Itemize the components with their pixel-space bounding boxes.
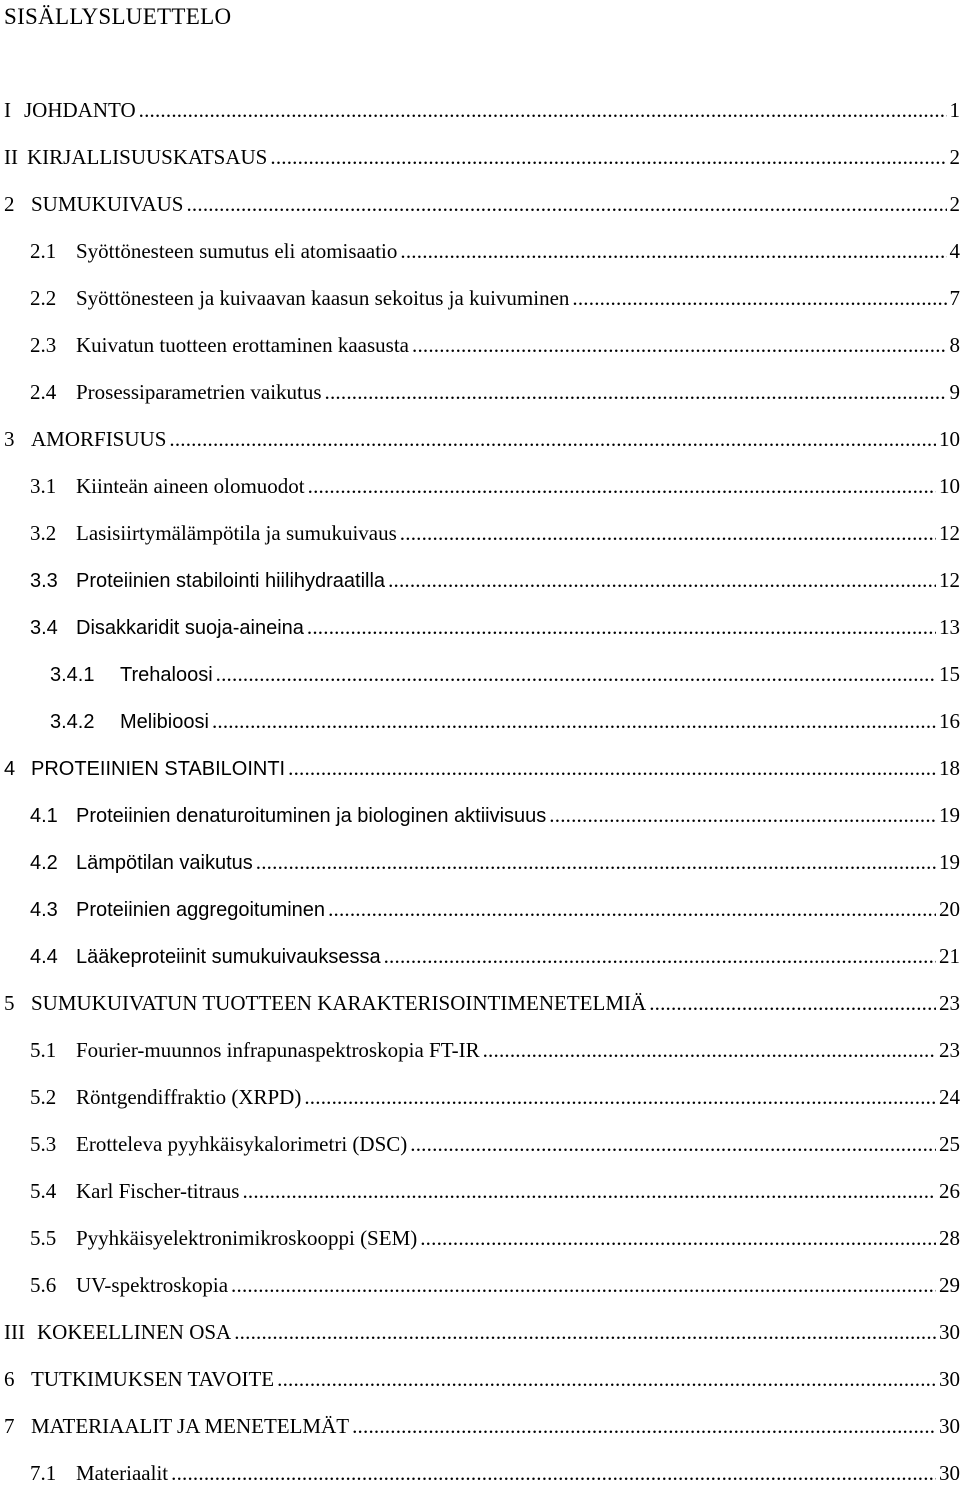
toc-entry-page: 30 bbox=[939, 1408, 960, 1444]
toc-entry-label bbox=[4, 1314, 231, 1350]
toc-entry-title: Proteiinien denaturoituminen ja biologinen aktiivisuus bbox=[76, 798, 546, 834]
toc-dot-leader bbox=[400, 233, 946, 269]
toc-dot-leader bbox=[242, 1173, 936, 1209]
toc-dot-leader bbox=[307, 609, 936, 645]
toc-entry-title: PROTEIINIEN STABILOINTI bbox=[31, 751, 285, 787]
toc-entry-number: 5.1 bbox=[30, 1032, 76, 1068]
toc-entry-page: 9 bbox=[950, 374, 960, 410]
toc-dot-leader bbox=[400, 515, 936, 551]
toc-entry-title: Trehaloosi bbox=[120, 657, 213, 693]
toc-entry-page: 19 bbox=[939, 797, 960, 833]
toc-dot-leader bbox=[256, 844, 936, 880]
toc-entry[interactable] bbox=[0, 656, 960, 703]
toc-entry-number: 3 bbox=[4, 421, 31, 457]
toc-entry-label bbox=[4, 139, 267, 175]
toc-entry-number: III bbox=[4, 1314, 37, 1350]
page-title: SISÄLLYSLUETTELO bbox=[4, 2, 231, 32]
toc-entry[interactable] bbox=[0, 1455, 960, 1502]
toc-entry-number: 5.2 bbox=[30, 1079, 76, 1115]
toc-entry-number: 2.2 bbox=[30, 280, 76, 316]
toc-entry-label bbox=[30, 1032, 480, 1068]
toc-entry[interactable] bbox=[0, 797, 960, 844]
toc-entry-title: Prosessiparametrien vaikutus bbox=[76, 374, 322, 410]
toc-entry-title: AMORFISUUS bbox=[31, 421, 166, 457]
toc-entry-title: Erotteleva pyyhkäisykalorimetri (DSC) bbox=[76, 1126, 407, 1162]
toc-entry-number: 2.1 bbox=[30, 233, 76, 269]
toc-dot-leader bbox=[572, 280, 946, 316]
toc-entry-number: II bbox=[4, 139, 27, 175]
toc-entry-label bbox=[4, 186, 183, 222]
toc-entry[interactable] bbox=[0, 280, 960, 327]
toc-entry[interactable] bbox=[0, 750, 960, 797]
toc-entry-label bbox=[30, 468, 305, 504]
toc-entry-label bbox=[30, 374, 322, 410]
toc-dot-leader bbox=[549, 797, 936, 833]
toc-entry[interactable] bbox=[0, 327, 960, 374]
toc-entry[interactable] bbox=[0, 233, 960, 280]
toc-dot-leader bbox=[216, 656, 936, 692]
toc-entry-page: 15 bbox=[939, 656, 960, 692]
toc-dot-leader bbox=[288, 750, 936, 786]
toc-entry[interactable] bbox=[0, 1032, 960, 1079]
toc-entry[interactable] bbox=[0, 1126, 960, 1173]
toc-entry-number: 3.3 bbox=[30, 563, 76, 599]
toc-entry-page: 2 bbox=[950, 186, 960, 222]
toc-dot-leader bbox=[231, 1267, 936, 1303]
toc-entry-title: TUTKIMUKSEN TAVOITE bbox=[31, 1361, 274, 1397]
toc-entry-label bbox=[4, 1408, 349, 1444]
toc-entry-page: 23 bbox=[939, 985, 960, 1021]
toc-dot-leader bbox=[277, 1361, 936, 1397]
toc-dot-leader bbox=[420, 1220, 936, 1256]
toc-entry-number: 3.4.2 bbox=[50, 704, 120, 740]
toc-entry-label bbox=[30, 845, 253, 881]
toc-entry-label bbox=[4, 985, 646, 1021]
toc-entry-label bbox=[30, 1220, 417, 1256]
toc-dot-leader bbox=[325, 374, 947, 410]
toc-dot-leader bbox=[352, 1408, 936, 1444]
toc-dot-leader bbox=[328, 891, 936, 927]
toc-entry-number: 5 bbox=[4, 985, 31, 1021]
toc-entry-label bbox=[30, 515, 397, 551]
toc-entry[interactable] bbox=[0, 139, 960, 186]
toc-entry-number: 2.4 bbox=[30, 374, 76, 410]
toc-entry-page: 7 bbox=[950, 280, 960, 316]
toc-entry-title: JOHDANTO bbox=[24, 92, 136, 128]
toc-entry-page: 10 bbox=[939, 468, 960, 504]
toc-entry-page: 18 bbox=[939, 750, 960, 786]
toc-entry[interactable] bbox=[0, 1408, 960, 1455]
toc-entry-title: UV-spektroskopia bbox=[76, 1267, 228, 1303]
toc-entry-label bbox=[4, 92, 136, 128]
toc-entry-label bbox=[30, 798, 546, 834]
toc-entry-title: Fourier-muunnos infrapunaspektroskopia FT-IR bbox=[76, 1032, 480, 1068]
toc-entry[interactable] bbox=[0, 562, 960, 609]
toc-entry-number: 7.1 bbox=[30, 1455, 76, 1491]
toc-entry[interactable] bbox=[0, 703, 960, 750]
toc-entry-label bbox=[30, 1267, 228, 1303]
toc-entry-number: 4.1 bbox=[30, 798, 76, 834]
toc-entry-label bbox=[30, 1173, 239, 1209]
toc-dot-leader bbox=[649, 985, 936, 1021]
toc-entry[interactable] bbox=[0, 985, 960, 1032]
toc-dot-leader bbox=[212, 703, 936, 739]
toc-entry-number: I bbox=[4, 92, 24, 128]
toc-entry-title: Proteiinien stabilointi hiilihydraatilla bbox=[76, 563, 385, 599]
toc-entry-title: Röntgendiffraktio (XRPD) bbox=[76, 1079, 301, 1115]
toc-entry-label bbox=[4, 1361, 274, 1397]
toc-entry-title: KIRJALLISUUSKATSAUS bbox=[27, 139, 267, 175]
toc-entry-page: 28 bbox=[939, 1220, 960, 1256]
toc-entry-number: 4 bbox=[4, 751, 31, 787]
toc-entry-number: 4.2 bbox=[30, 845, 76, 881]
toc-entry[interactable] bbox=[0, 1220, 960, 1267]
toc-entry[interactable] bbox=[0, 1173, 960, 1220]
toc-entry-label bbox=[30, 610, 304, 646]
toc-entry-title: Disakkaridit suoja-aineina bbox=[76, 610, 304, 646]
toc-entry-number: 3.1 bbox=[30, 468, 76, 504]
toc-entry-number: 6 bbox=[4, 1361, 31, 1397]
toc-entry-page: 24 bbox=[939, 1079, 960, 1115]
toc-dot-leader bbox=[410, 1126, 936, 1162]
toc-entry-label bbox=[30, 1079, 301, 1115]
toc-dot-leader bbox=[171, 1455, 936, 1491]
toc-entry-label bbox=[30, 1455, 168, 1491]
toc-entry-number: 5.6 bbox=[30, 1267, 76, 1303]
toc-entry-page: 23 bbox=[939, 1032, 960, 1068]
toc-entry-title: Syöttönesteen sumutus eli atomisaatio bbox=[76, 233, 397, 269]
toc-dot-leader bbox=[388, 562, 936, 598]
toc-entry-number: 4.3 bbox=[30, 892, 76, 928]
toc-entry[interactable] bbox=[0, 938, 960, 985]
toc-dot-leader bbox=[483, 1032, 936, 1068]
toc-dot-leader bbox=[169, 421, 936, 457]
toc-entry[interactable] bbox=[0, 468, 960, 515]
toc-entry-label bbox=[30, 280, 569, 316]
toc-entry-number: 3.2 bbox=[30, 515, 76, 551]
toc-entry-label bbox=[30, 563, 385, 599]
toc-dot-leader bbox=[234, 1314, 936, 1350]
toc-entry-number: 4.4 bbox=[30, 939, 76, 975]
table-of-contents bbox=[0, 92, 960, 1502]
toc-entry-page: 4 bbox=[950, 233, 960, 269]
toc-entry-page: 29 bbox=[939, 1267, 960, 1303]
toc-entry-label bbox=[30, 327, 409, 363]
toc-entry[interactable] bbox=[0, 1267, 960, 1314]
toc-entry-page: 30 bbox=[939, 1361, 960, 1397]
toc-entry[interactable] bbox=[0, 609, 960, 656]
toc-entry-title: KOKEELLINEN OSA bbox=[37, 1314, 231, 1350]
toc-entry-title: Lasisiirtymälämpötila ja sumukuivaus bbox=[76, 515, 397, 551]
toc-entry-number: 2.3 bbox=[30, 327, 76, 363]
toc-entry-number: 3.4 bbox=[30, 610, 76, 646]
toc-entry-title: SUMUKUIVATUN TUOTTEEN KARAKTERISOINTIMENETELMIÄ bbox=[31, 985, 646, 1021]
toc-entry-number: 5.4 bbox=[30, 1173, 76, 1209]
toc-entry[interactable] bbox=[0, 1079, 960, 1126]
toc-entry-label bbox=[50, 704, 209, 740]
toc-entry-title: Proteiinien aggregoituminen bbox=[76, 892, 325, 928]
toc-entry-page: 1 bbox=[950, 92, 960, 128]
toc-entry[interactable] bbox=[0, 844, 960, 891]
toc-entry-title: Materiaalit bbox=[76, 1455, 168, 1491]
toc-entry[interactable] bbox=[0, 891, 960, 938]
toc-dot-leader bbox=[308, 468, 936, 504]
toc-entry-label bbox=[30, 939, 381, 975]
toc-entry[interactable] bbox=[0, 515, 960, 562]
toc-entry-page: 26 bbox=[939, 1173, 960, 1209]
toc-entry-number: 7 bbox=[4, 1408, 31, 1444]
toc-entry-page: 19 bbox=[939, 844, 960, 880]
toc-dot-leader bbox=[304, 1079, 936, 1115]
toc-entry-page: 2 bbox=[950, 139, 960, 175]
toc-entry-page: 30 bbox=[939, 1314, 960, 1350]
toc-entry-page: 25 bbox=[939, 1126, 960, 1162]
toc-dot-leader bbox=[412, 327, 947, 363]
toc-entry-number: 5.3 bbox=[30, 1126, 76, 1162]
toc-entry-page: 12 bbox=[939, 562, 960, 598]
toc-entry-label bbox=[50, 657, 213, 693]
toc-entry-title: SUMUKUIVAUS bbox=[31, 186, 183, 222]
toc-entry[interactable] bbox=[0, 1314, 960, 1361]
toc-entry-number: 5.5 bbox=[30, 1220, 76, 1256]
toc-entry-page: 21 bbox=[939, 938, 960, 974]
toc-entry-title: Kuivatun tuotteen erottaminen kaasusta bbox=[76, 327, 409, 363]
toc-entry-label bbox=[4, 751, 285, 787]
toc-entry-page: 13 bbox=[939, 609, 960, 645]
toc-dot-leader bbox=[139, 92, 947, 128]
toc-entry-label bbox=[4, 421, 166, 457]
toc-dot-leader bbox=[186, 186, 946, 222]
toc-entry-page: 30 bbox=[939, 1455, 960, 1491]
toc-entry-label bbox=[30, 1126, 407, 1162]
toc-entry-title: MATERIAALIT JA MENETELMÄT bbox=[31, 1408, 349, 1444]
toc-entry-label bbox=[30, 233, 397, 269]
toc-entry-title: Lämpötilan vaikutus bbox=[76, 845, 253, 881]
toc-entry-title: Karl Fischer-titraus bbox=[76, 1173, 239, 1209]
toc-entry-title: Pyyhkäisyelektronimikroskooppi (SEM) bbox=[76, 1220, 417, 1256]
toc-entry-page: 10 bbox=[939, 421, 960, 457]
toc-entry-title: Melibioosi bbox=[120, 704, 209, 740]
toc-dot-leader bbox=[384, 938, 936, 974]
toc-entry-page: 16 bbox=[939, 703, 960, 739]
toc-entry-title: Kiinteän aineen olomuodot bbox=[76, 468, 305, 504]
toc-dot-leader bbox=[270, 139, 946, 175]
toc-entry[interactable] bbox=[0, 92, 960, 139]
toc-entry-page: 8 bbox=[950, 327, 960, 363]
toc-entry[interactable] bbox=[0, 1361, 960, 1408]
toc-entry-page: 12 bbox=[939, 515, 960, 551]
toc-entry-label bbox=[30, 892, 325, 928]
toc-entry[interactable] bbox=[0, 186, 960, 233]
toc-entry-page: 20 bbox=[939, 891, 960, 927]
toc-entry-number: 2 bbox=[4, 186, 31, 222]
toc-entry-title: Lääkeproteiinit sumukuivauksessa bbox=[76, 939, 381, 975]
toc-entry[interactable] bbox=[0, 421, 960, 468]
toc-entry[interactable] bbox=[0, 374, 960, 421]
toc-entry-number: 3.4.1 bbox=[50, 657, 120, 693]
toc-entry-title: Syöttönesteen ja kuivaavan kaasun sekoitus ja kuivuminen bbox=[76, 280, 569, 316]
